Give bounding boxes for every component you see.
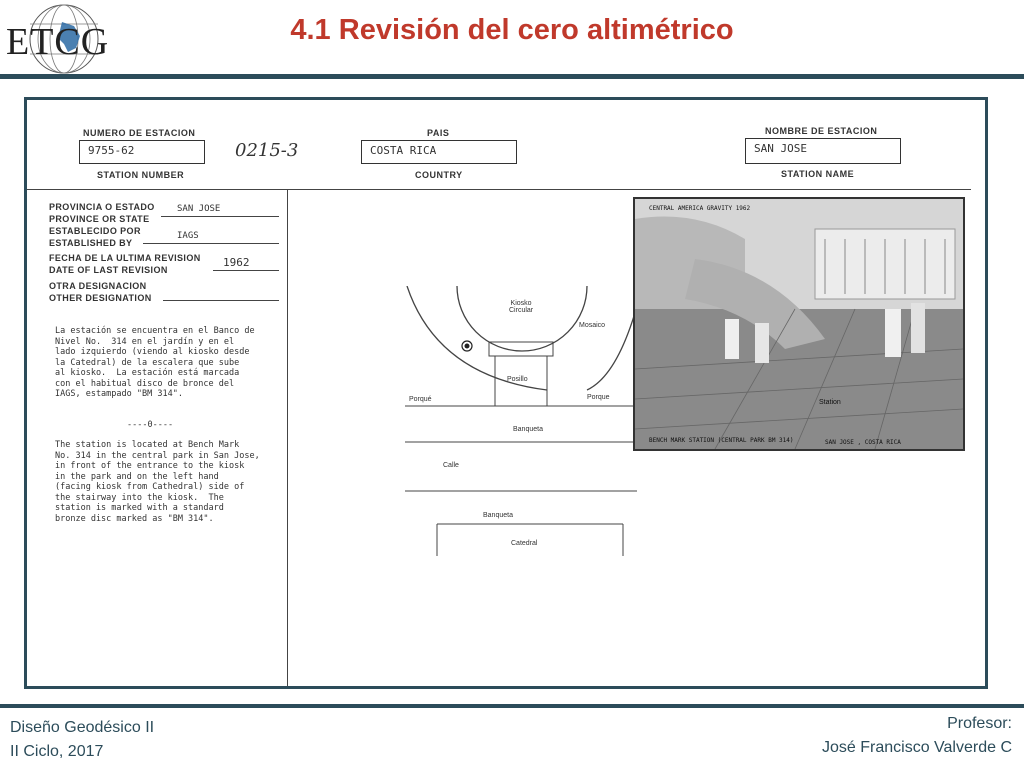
photo-station-label: Station xyxy=(819,399,841,406)
footer-course-info xyxy=(10,716,154,764)
country-label-en: COUNTRY xyxy=(415,170,463,180)
header-rule xyxy=(27,189,971,190)
last-revision-label: FECHA DE LA ULTIMA REVISION DATE OF LAST REVISION xyxy=(49,253,201,275)
map-label-mosaico: Mosaico xyxy=(579,322,606,329)
last-revision-underline xyxy=(213,270,279,271)
map-label-porque-right: Porque xyxy=(587,394,610,401)
station-number-label-es: NUMERO DE ESTACION xyxy=(83,128,196,138)
bottom-divider xyxy=(0,704,1024,708)
station-name-label-en: STATION NAME xyxy=(781,169,855,179)
map-label-calle: Calle xyxy=(443,462,459,469)
established-by-label: ESTABLECIDO POR ESTABLISHED BY xyxy=(49,226,141,248)
other-designation-label: OTRA DESIGNACION OTHER DESIGNATION xyxy=(49,281,152,303)
province-value: SAN JOSE xyxy=(177,204,221,214)
country-box: COSTA RICA xyxy=(361,140,517,164)
footer-professor-label: Profesor: xyxy=(947,715,1012,732)
kiosk-outline xyxy=(457,286,587,351)
station-number-box: 9755-62 xyxy=(79,140,205,164)
svg-text:ETCG: ETCG xyxy=(6,21,110,63)
established-by-underline xyxy=(143,243,279,244)
province-underline xyxy=(161,216,279,217)
map-label-posillo: Posillo xyxy=(507,376,528,383)
mosaic-border-right xyxy=(587,306,637,390)
map-label-banqueta-2: Banqueta xyxy=(483,512,513,519)
footer-professor-name: José Francisco Valverde C xyxy=(822,739,1012,756)
station-number-label-en: STATION NUMBER xyxy=(97,170,185,180)
description-separator: ----0---- xyxy=(127,420,174,430)
photo-caption-bottom-right: SAN JOSE , COSTA RICA xyxy=(825,439,901,446)
established-by-value: IAGS xyxy=(177,231,199,241)
description-spanish: La estación se encuentra en el Banco de Nivel No. 314 en el jardín y en el lado izquierdo (viendo al kiosko desde la Catedral) de la escalera que sube al kiosko. La estación está marcada con el habitual disco de bronce del IAGS, estampado "BM 314". xyxy=(55,326,255,399)
last-revision-value: 1962 xyxy=(223,256,250,269)
map-label-porque-left: Porqué xyxy=(409,396,432,403)
document-frame xyxy=(24,97,988,689)
footer-course: Diseño Geodésico II xyxy=(10,719,155,736)
kiosk-steps xyxy=(489,342,553,356)
handwritten-code: 0215-3 xyxy=(235,140,299,161)
station-name-label-es: NOMBRE DE ESTACION xyxy=(765,126,878,136)
photo-caption-top: CENTRAL AMERICA GRAVITY 1962 xyxy=(649,205,751,212)
top-divider xyxy=(0,74,1024,79)
column-divider xyxy=(287,189,288,689)
map-label-catedral: Catedral xyxy=(511,540,538,547)
footer-term: II Ciclo, 2017 xyxy=(10,743,104,760)
country-label-es: PAIS xyxy=(427,128,450,138)
station-photo xyxy=(633,197,965,451)
other-designation-underline xyxy=(163,300,279,301)
footer-professor-info xyxy=(822,712,1012,760)
photo-caption-bottom-left: BENCH MARK STATION (CENTRAL PARK BM 314) xyxy=(649,437,794,444)
station-name-box: SAN JOSE xyxy=(745,138,901,164)
map-label-kiosko: Kiosko Circular xyxy=(509,300,534,314)
province-label: PROVINCIA O ESTADO PROVINCE OR STATE xyxy=(49,202,155,224)
station-description-sheet xyxy=(27,100,985,686)
photo-scene xyxy=(635,199,963,449)
description-english: The station is located at Bench Mark No. 314 in the central park in San Jose, in front of the entrance to the kiosk in the park and on the left hand (facing kiosk from Cathedral) side of the stairway into the kiosk. The station is marked with a standard bronze disc marked as "BM 314". xyxy=(55,440,260,524)
slide-title: 4.1 Revisión del cero altimétrico xyxy=(290,14,734,46)
map-label-banqueta-1: Banqueta xyxy=(513,426,543,433)
